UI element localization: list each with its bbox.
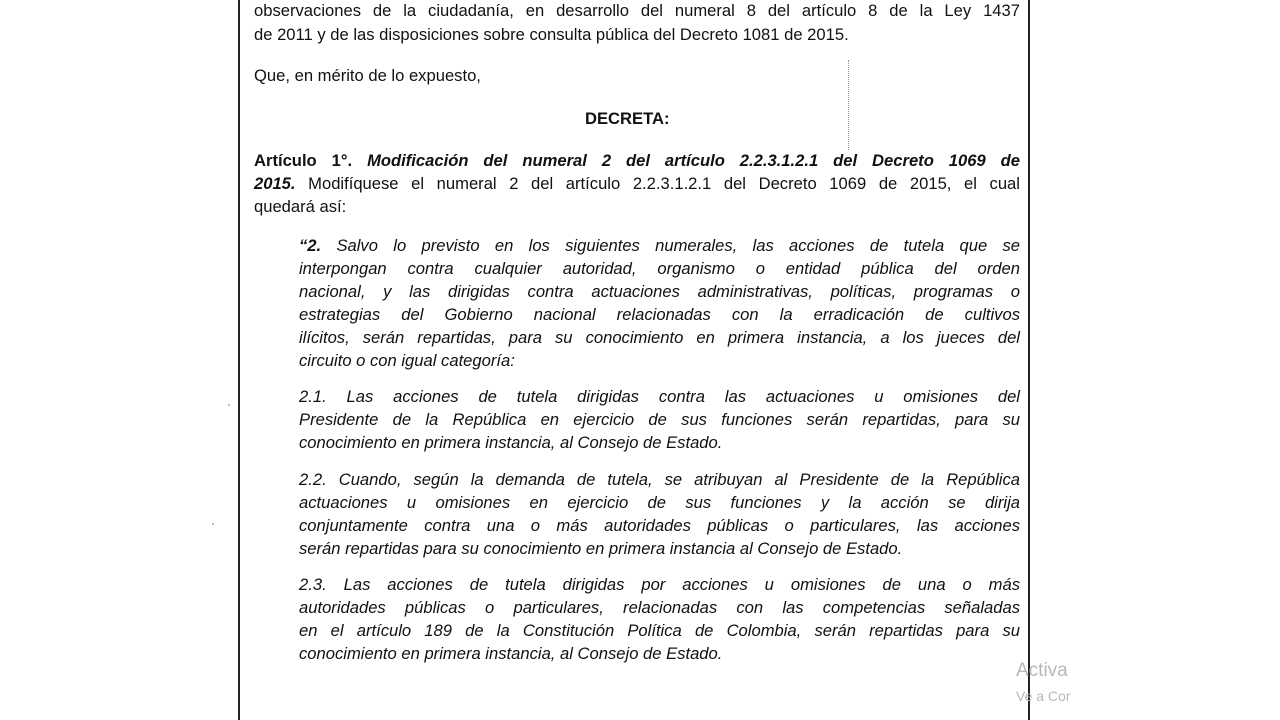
numeral-2-line-1: “2. Salvo lo previsto en los siguientes numerales, las acciones de tutela que se: [299, 236, 1020, 255]
que-line: Que, en mérito de lo expuesto,: [254, 66, 481, 85]
decreta-heading: DECRETA:: [585, 109, 670, 128]
sub-2-3-line-3: en el artículo 189 de la Constitución Política de Colombia, serán repartidas para su: [299, 621, 1020, 640]
article-title: Modificación del numeral 2 del artículo 2.2.3.1.2.1 del Decreto 1069 de: [367, 151, 1020, 170]
article-text: Modifíquese el numeral 2 del artículo 2.2.3.1.2.1 del Decreto 1069 de 2015, el cual: [308, 174, 1020, 193]
activation-watermark-subtitle: Ve a Cor: [1016, 688, 1071, 704]
sub-2-2-line-3: conjuntamente contra una o más autoridades públicas o particulares, las acciones: [299, 516, 1020, 535]
numeral-2-line-5: ilícitos, serán repartidas, para su conocimiento en primera instancia, a los jueces del: [299, 328, 1020, 347]
article-text-line: [254, 173, 1020, 195]
intro-line-2: de 2011 y de las disposiciones sobre consulta pública del Decreto 1081 de 2015.: [254, 25, 849, 44]
sub-2-3-line-4: conocimiento en primera instancia, al Consejo de Estado.: [299, 644, 723, 663]
intro-line-1: observaciones de la ciudadanía, en desarrollo del numeral 8 del artículo 8 de la Ley 1437: [254, 1, 1020, 20]
article-label: Artículo 1°.: [254, 151, 353, 170]
article-title-end: 2015.: [254, 174, 296, 193]
sub-2-2-line-2: actuaciones u omisiones en ejercicio de sus funciones y la acción se dirija: [299, 493, 1020, 512]
sub-2-1-line-2: Presidente de la República en ejercicio de sus funciones serán repartidas, para su: [299, 410, 1020, 429]
fold-line: [848, 60, 850, 150]
numeral-2-line-2: interpongan contra cualquier autoridad, organismo o entidad pública del orden: [299, 259, 1020, 278]
article-heading-line: [254, 150, 1020, 172]
numeral-2-number: “2.: [299, 236, 322, 255]
scan-speck: [228, 404, 230, 406]
sub-2-1-line-1: 2.1. Las acciones de tutela dirigidas contra las actuaciones u omisiones del: [299, 387, 1020, 406]
scan-speck: [212, 523, 214, 525]
numeral-2-line-4: estrategias del Gobierno nacional relacionadas con la erradicación de cultivos: [299, 305, 1020, 324]
article-text-line-2: quedará así:: [254, 197, 347, 216]
numeral-2-line-3: nacional, y las dirigidas contra actuaciones administrativas, políticas, programas o: [299, 282, 1020, 301]
sub-2-1-line-3: conocimiento en primera instancia, al Consejo de Estado.: [299, 433, 723, 452]
sub-2-2-line-4: serán repartidas para su conocimiento en primera instancia al Consejo de Estado.: [299, 539, 903, 558]
activation-watermark-title: Activa: [1016, 660, 1068, 681]
numeral-2-line-6: circuito o con igual categoría:: [299, 351, 515, 370]
sub-2-2-line-1: 2.2. Cuando, según la demanda de tutela, se atribuyan al Presidente de la República: [299, 470, 1020, 489]
sub-2-3-line-1: 2.3. Las acciones de tutela dirigidas por acciones u omisiones de una o más: [299, 575, 1020, 594]
sub-2-3-line-2: autoridades públicas o particulares, relacionadas con las competencias señaladas: [299, 598, 1020, 617]
